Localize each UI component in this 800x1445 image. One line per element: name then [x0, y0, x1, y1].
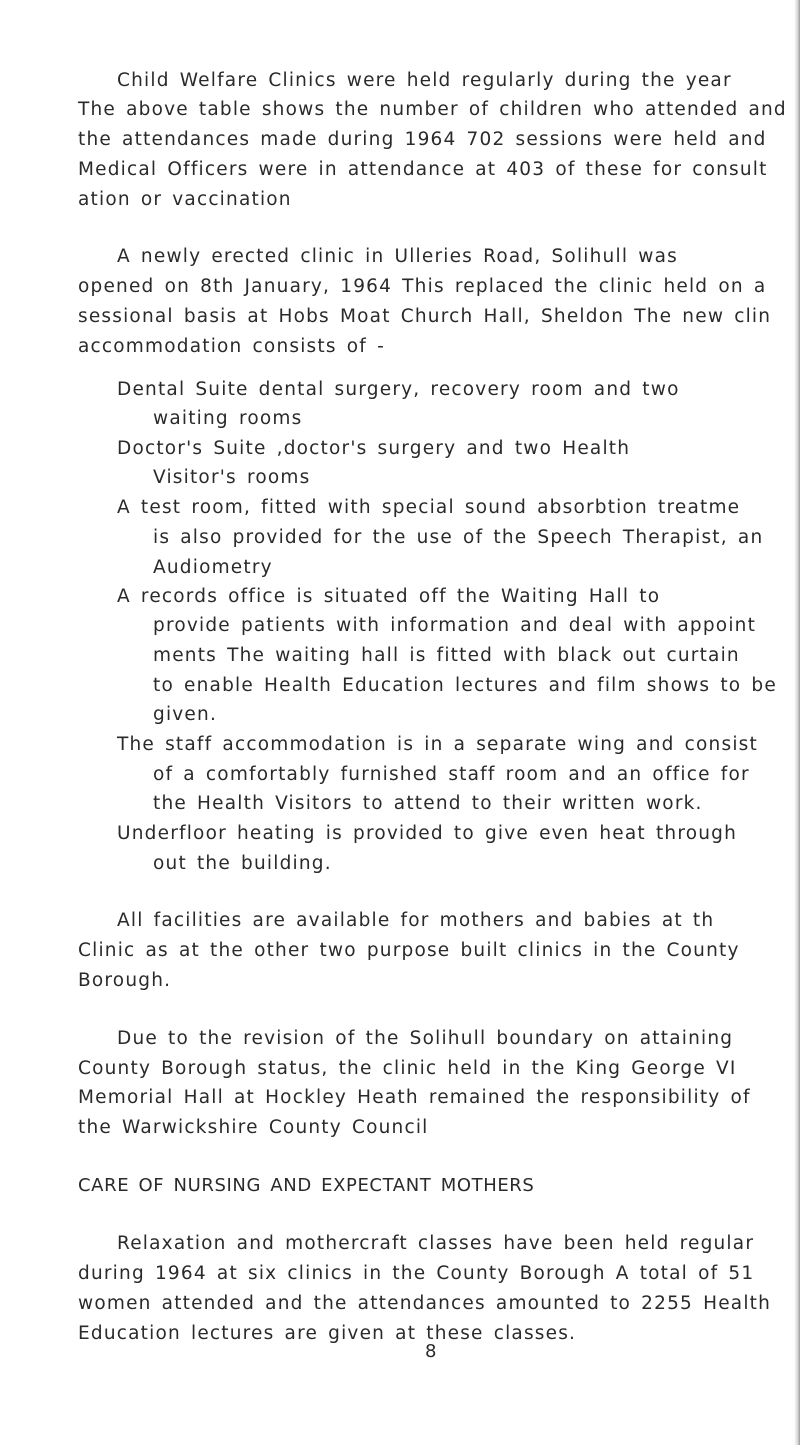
text-line: Medical Officers were in attendance at 403 of these for consult [78, 159, 768, 180]
facility-line: to enable Health Education lectures and film shows to be [153, 675, 777, 696]
facility-line: A test room, fitted with special sound absorbtion treatme [117, 497, 741, 518]
text-line: The above table shows the number of children who attended and [78, 99, 787, 120]
facility-line: ments The waiting hall is fitted with black out curtain [153, 645, 740, 666]
facility-line: out the building. [153, 853, 332, 874]
text-line: Borough. [78, 970, 172, 991]
text-line: A newly erected clinic in Ulleries Road, Solihull was [117, 246, 678, 267]
text-line: All facilities are available for mothers and babies at th [117, 910, 715, 931]
text-line: during 1964 at six clinics in the County Borough A total of 51 [78, 1263, 755, 1284]
facility-line: Audiometry [153, 557, 273, 578]
facility-line: The staff accommodation is in a separate wing and consist [117, 734, 758, 755]
page-number: 8 [425, 1341, 437, 1362]
text-line: Education lectures are given at these classes. [78, 1323, 577, 1344]
text-line: opened on 8th January, 1964 This replaced the clinic held on a [78, 276, 767, 297]
scan-edge-shadow [794, 0, 800, 1445]
text-line: the attendances made during 1964 702 sessions were held and [78, 129, 767, 150]
text-line: Memorial Hall at Hockley Heath remained the responsibility of [78, 1087, 751, 1108]
facility-line: the Health Visitors to attend to their written work. [153, 793, 703, 814]
facility-line: provide patients with information and deal with appoint [153, 615, 757, 636]
facility-line: is also provided for the use of the Speech Therapist, an [153, 527, 764, 548]
text-line: accommodation consists of - [78, 336, 385, 357]
facility-line: waiting rooms [153, 408, 303, 429]
text-line: Clinic as at the other two purpose built clinics in the County [78, 940, 740, 961]
text-line: County Borough status, the clinic held in the King George VI [78, 1058, 737, 1079]
text-line: sessional basis at Hobs Moat Church Hall, Sheldon The new clin [78, 306, 772, 327]
facility-line: A records office is situated off the Waiting Hall to [117, 586, 661, 607]
facility-line: Visitor's rooms [153, 467, 311, 488]
text-line: Due to the revision of the Solihull boundary on attaining [117, 1028, 734, 1049]
facility-line: Doctor's Suite ,doctor's surgery and two Health [117, 438, 631, 459]
facility-line: of a comfortably furnished staff room and an office for [153, 764, 750, 785]
text-line: ation or vaccination [78, 189, 292, 210]
section-heading: CARE OF NURSING AND EXPECTANT MOTHERS [78, 1175, 535, 1196]
facility-line: Underfloor heating is provided to give even heat through [117, 823, 738, 844]
text-line: women attended and the attendances amounted to 2255 Health [78, 1293, 772, 1314]
facility-line: given. [153, 704, 218, 725]
facility-line: Dental Suite dental surgery, recovery room and two [117, 379, 680, 400]
text-line: Relaxation and mothercraft classes have been held regular [117, 1233, 755, 1254]
text-line: the Warwickshire County Council [78, 1117, 429, 1138]
text-line: Child Welfare Clinics were held regularly during the year [117, 70, 732, 91]
